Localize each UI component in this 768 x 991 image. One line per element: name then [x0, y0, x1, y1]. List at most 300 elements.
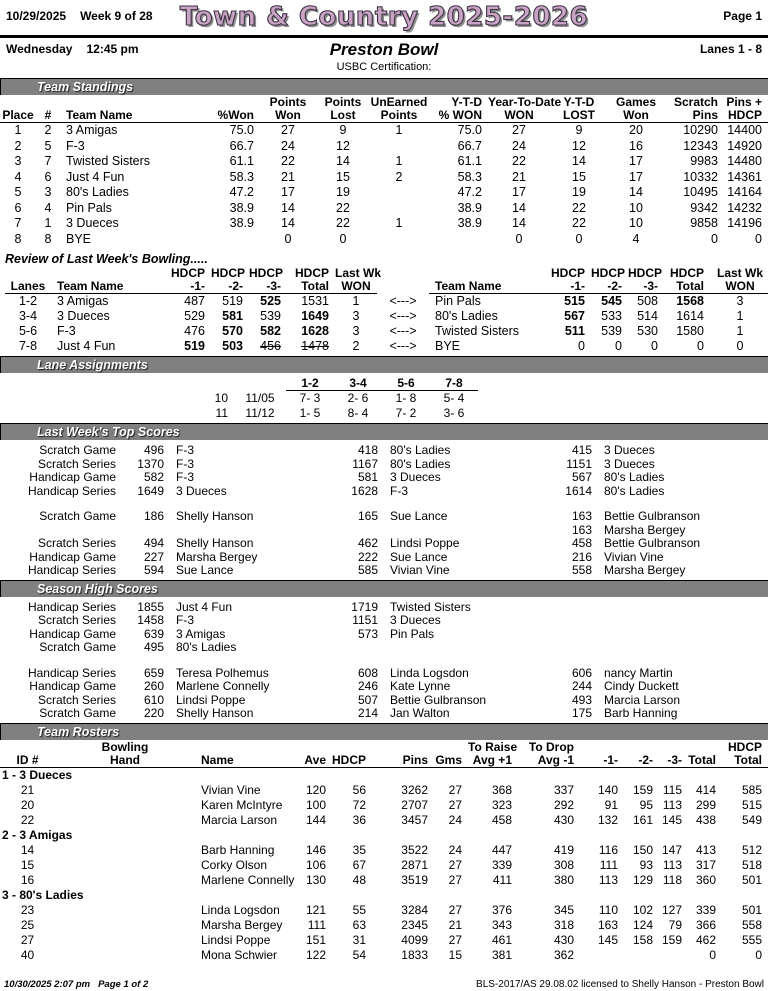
cell: 10332: [683, 169, 718, 184]
season-team-high-table: [0, 601, 768, 655]
column-header: -1-: [580, 754, 624, 768]
cell: 3: [736, 294, 744, 308]
column-header: Points: [269, 95, 307, 109]
cell: 1458: [137, 613, 164, 627]
cell: 438: [695, 812, 716, 827]
cell: 14920: [727, 138, 762, 153]
cell: 1-2: [18, 294, 38, 308]
column-header: HDCP: [170, 266, 205, 280]
cell: 244: [571, 679, 592, 693]
season-individual-high-row: [0, 680, 768, 694]
cell: 80's Ladies: [176, 640, 237, 654]
column-header: HDCP: [211, 266, 246, 280]
cell: [55, 873, 195, 888]
page-number: Page 1: [723, 9, 762, 23]
cell: Lindsi Poppe: [390, 536, 460, 550]
cell: 120: [305, 782, 326, 797]
cell: 102: [632, 902, 653, 917]
cell: 0: [709, 947, 716, 962]
cell: Kate Lynne: [390, 679, 451, 693]
cell: 22: [281, 154, 295, 168]
cell: 80's Ladies: [604, 470, 665, 484]
cell: 38.9: [229, 200, 254, 215]
cell: 415: [571, 443, 592, 457]
cell: 2: [44, 123, 52, 137]
cell: Marlene Connelly: [201, 872, 295, 887]
cell: 124: [632, 917, 653, 932]
cell: F-3: [66, 138, 85, 153]
cell: 360: [695, 872, 716, 887]
review-row: [5, 339, 768, 354]
cell: Scratch Game: [39, 640, 116, 654]
cell: Pin Pals: [390, 626, 435, 641]
team-group-label: 2 - 3 Amigas: [2, 827, 73, 842]
column-header: Last Wk: [335, 266, 382, 280]
cell: [370, 232, 428, 248]
cell: 1478: [301, 339, 329, 353]
cell: 227: [143, 549, 164, 564]
column-header: Bowling: [101, 739, 149, 754]
cell: 9983: [690, 154, 718, 168]
cell: 161: [632, 812, 653, 827]
cell: 14: [572, 154, 586, 168]
cell: 159: [632, 782, 653, 797]
section-bar-lane-assignments: [0, 356, 768, 373]
cell: 519: [184, 339, 205, 353]
top-team-score-row: [0, 444, 768, 458]
cell: 308: [553, 857, 574, 872]
cell: Scratch Series: [37, 692, 116, 707]
cell: 3: [352, 309, 360, 323]
column-header: Pins +: [726, 95, 762, 109]
cell: 1628: [301, 324, 329, 338]
cell: 1649: [137, 483, 164, 498]
cell: Just 4 Fun: [57, 339, 116, 353]
cell: 38.9: [457, 200, 482, 215]
column-header: Total: [688, 754, 722, 768]
cell: 14: [512, 200, 526, 215]
cell: 3 Amigas: [57, 294, 109, 308]
standings-header: [0, 96, 768, 123]
cell: 1167: [352, 456, 378, 471]
cell: 0: [339, 231, 347, 246]
cell: 10: [629, 216, 643, 230]
cell: 95: [639, 797, 653, 812]
column-header: [377, 267, 429, 280]
review-section-title: Review of Last Week's Bowling.....: [5, 252, 208, 266]
top-individual-score-row: [0, 551, 768, 565]
cell: 339: [695, 902, 716, 917]
cell: 1: [44, 216, 52, 230]
cell: 462: [695, 932, 716, 947]
cell: Vivian Vine: [201, 782, 261, 797]
cell: 2: [352, 339, 360, 353]
standings-row: [0, 232, 768, 248]
cell: Handicap Game: [29, 470, 116, 484]
cell: 8- 4: [347, 406, 369, 420]
cell: 380: [553, 872, 574, 887]
column-header: To Raise: [468, 739, 518, 754]
cell: 447: [491, 842, 512, 857]
cell: 533: [601, 309, 622, 323]
column-header: WON: [335, 280, 377, 294]
cell: 549: [741, 812, 762, 827]
cell: 14: [20, 842, 35, 857]
cell: [55, 843, 195, 858]
column-header: -2-: [624, 754, 659, 768]
cell: Scratch Series: [37, 456, 116, 471]
season-individual-high-row: [0, 694, 768, 708]
cell: Marsha Bergey: [604, 522, 686, 537]
column-header: Pins: [372, 754, 434, 768]
column-header: Ave: [300, 754, 332, 768]
cell: 163: [597, 917, 618, 932]
cell: Lindsi Poppe: [176, 692, 246, 707]
cell: 343: [491, 917, 512, 932]
cell: 487: [184, 294, 205, 308]
column-header: 3-4: [334, 376, 382, 391]
cell: 585: [357, 563, 378, 577]
cell: Handicap Series: [27, 599, 116, 614]
cell: 366: [695, 917, 716, 932]
cell: 111: [307, 917, 326, 932]
cell: 1580: [676, 324, 704, 338]
cell: 260: [143, 679, 164, 693]
cell: 376: [491, 902, 512, 917]
column-header: [624, 741, 659, 754]
cell: 22: [336, 200, 350, 215]
column-header: Won: [608, 109, 664, 123]
cell: Scratch Game: [39, 443, 116, 457]
cell: 1833: [401, 947, 428, 962]
review-row: [5, 309, 768, 324]
column-header: Gms: [434, 754, 468, 768]
cell: F-3: [57, 324, 76, 338]
cell: 14400: [727, 123, 762, 137]
cell: [598, 628, 768, 642]
column-header: [434, 741, 468, 754]
cell: 113: [662, 857, 682, 872]
cell: 54: [352, 947, 366, 962]
cell: [550, 601, 598, 615]
cell: 113: [662, 797, 682, 812]
cell: 2871: [401, 857, 428, 872]
column-header: HDCP: [551, 266, 586, 280]
review-header: [5, 267, 768, 294]
standings-row: [0, 154, 768, 170]
cell: [55, 798, 195, 813]
season-individual-high-row: [0, 707, 768, 721]
cell: 23: [20, 902, 35, 917]
cell: 1614: [676, 309, 704, 323]
cell: 22: [336, 216, 350, 230]
cell: 0: [736, 339, 744, 353]
cell: [370, 185, 428, 201]
cell: 514: [637, 309, 658, 323]
review-row: [5, 324, 768, 339]
week-number: Week 9 of 28: [80, 9, 153, 23]
roster-row: [0, 798, 768, 813]
column-header: [372, 741, 434, 754]
cell: 3522: [401, 842, 428, 857]
season-team-high-row: [0, 601, 768, 615]
column-header: HDCP: [294, 266, 329, 280]
column-header: Y-T-D: [451, 95, 482, 109]
cell: 27: [448, 872, 462, 887]
cell: 66.7: [457, 138, 482, 153]
cell: 1855: [137, 599, 164, 614]
cell: 501: [741, 872, 762, 887]
cell: Scratch Game: [39, 706, 116, 720]
lane-assignment-row: [208, 391, 478, 407]
cell: 14164: [727, 185, 762, 199]
cell: [336, 524, 384, 538]
column-header: [332, 741, 372, 754]
cell: 518: [741, 857, 762, 872]
cell: 186: [143, 509, 164, 523]
cell: 4: [44, 200, 52, 215]
roster-row: [0, 948, 768, 963]
cell: 9: [339, 123, 347, 137]
cell: Handicap Game: [29, 626, 116, 641]
column-header: LOST: [550, 109, 608, 123]
cell: 127: [661, 902, 682, 917]
column-header: [580, 741, 624, 754]
bowling-center-name: Preston Bowl: [329, 40, 439, 59]
cell: 15: [572, 169, 586, 184]
cell: 24: [448, 842, 462, 857]
cell: 1: [352, 294, 360, 308]
cell: 430: [553, 932, 574, 947]
cell: 130: [305, 872, 326, 887]
cell: 106: [305, 857, 326, 872]
cell: Sue Lance: [390, 509, 448, 523]
cell: 539: [260, 309, 281, 323]
cell: 7: [14, 216, 22, 230]
column-header: Avg -1: [518, 754, 580, 768]
cell: 501: [741, 902, 762, 917]
cell: 21: [448, 917, 462, 932]
cell: 495: [143, 640, 164, 654]
column-header: 1-2: [286, 376, 334, 391]
cell: 129: [632, 872, 653, 887]
cell: 21: [512, 169, 526, 184]
cell: Lindsi Poppe: [201, 932, 271, 947]
column-header: HDCP: [628, 266, 663, 280]
cell: 9342: [690, 200, 718, 215]
cell: <--->: [389, 339, 417, 353]
cell: [384, 641, 550, 655]
cell: Handicap Game: [29, 679, 116, 693]
cell: 6: [44, 169, 52, 184]
cell: [55, 948, 195, 963]
cell: 0: [711, 231, 718, 246]
cell: 91: [604, 797, 618, 812]
cell: nancy Martin: [604, 665, 673, 680]
column-header: -3-: [659, 754, 688, 768]
cell: 100: [305, 797, 326, 812]
cell: 80's Ladies: [390, 443, 451, 457]
cell: 639: [143, 626, 164, 641]
column-header: -1-: [551, 280, 591, 294]
cell: 147: [661, 842, 682, 857]
cell: 567: [564, 309, 585, 323]
column-header: Y-T-D: [563, 95, 595, 109]
cell: Pin Pals: [66, 200, 112, 215]
cell: 67: [352, 857, 366, 872]
cell: F-3: [176, 470, 194, 484]
cell: 145: [597, 932, 618, 947]
cell: 0: [284, 231, 292, 246]
section-bar-season-high: [0, 580, 768, 597]
cell: 493: [571, 692, 592, 707]
cell: 419: [553, 842, 574, 857]
cell: Marcia Larson: [201, 812, 278, 827]
cell: 146: [305, 842, 326, 857]
cell: 2: [14, 138, 22, 153]
cell: 3519: [401, 872, 428, 887]
cell: 539: [601, 324, 622, 338]
cell: 10: [629, 200, 643, 215]
cell: [624, 948, 659, 963]
cell: 121: [305, 902, 326, 917]
cell: 413: [695, 842, 716, 857]
season-individual-high-table: [0, 667, 768, 721]
cell: Twisted Sisters: [66, 154, 151, 168]
cell: 558: [571, 563, 592, 577]
cell: 151: [305, 932, 326, 947]
cell: 0: [575, 231, 583, 246]
cell: 6: [14, 200, 22, 215]
cell: 2345: [401, 917, 428, 932]
cell: 66.7: [229, 138, 254, 153]
cell: 58.3: [457, 169, 482, 184]
cell: [550, 614, 598, 628]
cell: 31: [352, 932, 366, 947]
column-header: [300, 741, 332, 754]
standings-row: [0, 201, 768, 217]
section-title: Last Week's Top Scores: [37, 425, 180, 439]
roster-row: [0, 873, 768, 888]
cell: 4: [632, 231, 640, 246]
cell: 63: [352, 917, 366, 932]
cell: 0: [697, 339, 704, 353]
cell: 3- 6: [443, 406, 465, 420]
cell: Sue Lance: [176, 563, 234, 577]
column-header: -2-: [211, 280, 249, 294]
column-header: 7-8: [430, 376, 478, 391]
cell: 368: [491, 782, 512, 797]
column-header: [0, 741, 55, 754]
top-individual-score-row: [0, 524, 768, 538]
cell: 1370: [137, 456, 164, 471]
cell: 659: [143, 665, 164, 680]
cell: 3262: [401, 782, 428, 797]
lanes-range: Lanes 1 - 8: [699, 42, 762, 56]
cell: [370, 139, 428, 155]
column-header: 5-6: [382, 376, 430, 391]
cell: 113: [598, 872, 618, 887]
cell: [598, 614, 768, 628]
cell: Linda Logsdon: [201, 902, 280, 917]
cell: <--->: [389, 309, 417, 323]
cell: 2- 6: [347, 391, 369, 405]
season-team-high-row: [0, 628, 768, 642]
cell: Marsha Bergey: [176, 549, 258, 564]
cell: 1719: [351, 599, 378, 614]
cell: 10: [214, 390, 228, 405]
cell: 110: [598, 902, 618, 917]
column-header: [208, 376, 234, 391]
cell: 14: [281, 216, 295, 230]
cell: 570: [222, 324, 243, 338]
cell: 79: [668, 917, 682, 932]
column-header: [234, 376, 286, 391]
cell: Handicap Game: [29, 549, 116, 564]
roster-row: [0, 858, 768, 873]
top-individual-scores-table: [0, 510, 768, 578]
column-header: HDCP: [591, 266, 626, 280]
column-header: Team Name: [51, 280, 169, 294]
cell: 337: [553, 782, 574, 797]
league-day: Wednesday: [6, 42, 73, 56]
cell: 14196: [727, 216, 762, 230]
top-individual-score-row: [0, 564, 768, 578]
cell: 80's Ladies: [66, 185, 129, 199]
cell: 61.1: [457, 154, 482, 168]
season-team-high-row: [0, 614, 768, 628]
cell: [598, 601, 768, 615]
section-title: Lane Assignments: [37, 358, 148, 372]
cell: 11: [215, 406, 228, 420]
cell: Scratch Series: [37, 536, 116, 550]
cell: 11/05: [245, 390, 275, 405]
column-header: -3-: [628, 280, 664, 294]
cell: [0, 524, 122, 538]
top-individual-score-row: [0, 510, 768, 524]
column-header: Team Name: [60, 109, 200, 123]
cell: Karen McIntyre: [201, 797, 283, 812]
cell: 36: [352, 812, 366, 827]
cell: 411: [492, 872, 512, 887]
standings-row: [0, 185, 768, 201]
cell: 22: [572, 200, 586, 215]
print-timestamp: 10/30/2025 2:07 pm: [4, 979, 91, 990]
section-bar-team-rosters: [0, 723, 768, 740]
cell: [55, 783, 195, 798]
column-header: Last Wk: [716, 266, 763, 280]
roster-row: [0, 918, 768, 933]
cell: 80's Ladies: [390, 456, 451, 471]
cell: 515: [564, 294, 585, 308]
column-header: Total: [287, 280, 335, 294]
cell: 507: [357, 692, 378, 707]
cell: 1- 8: [395, 391, 417, 405]
cell: [55, 933, 195, 948]
cell: 27: [448, 782, 462, 797]
cell: Vivian Vine: [390, 563, 450, 577]
report-header-row1: [0, 0, 768, 35]
cell: 608: [357, 665, 378, 680]
cell: 3: [14, 154, 22, 168]
column-header: Avg +1: [468, 754, 518, 768]
cell: 1: [395, 216, 403, 230]
section-title: Season High Scores: [37, 581, 158, 596]
cell: 14: [281, 200, 295, 215]
column-header: Total: [664, 280, 710, 294]
cell: 1614: [565, 483, 592, 498]
column-header: [195, 741, 300, 754]
